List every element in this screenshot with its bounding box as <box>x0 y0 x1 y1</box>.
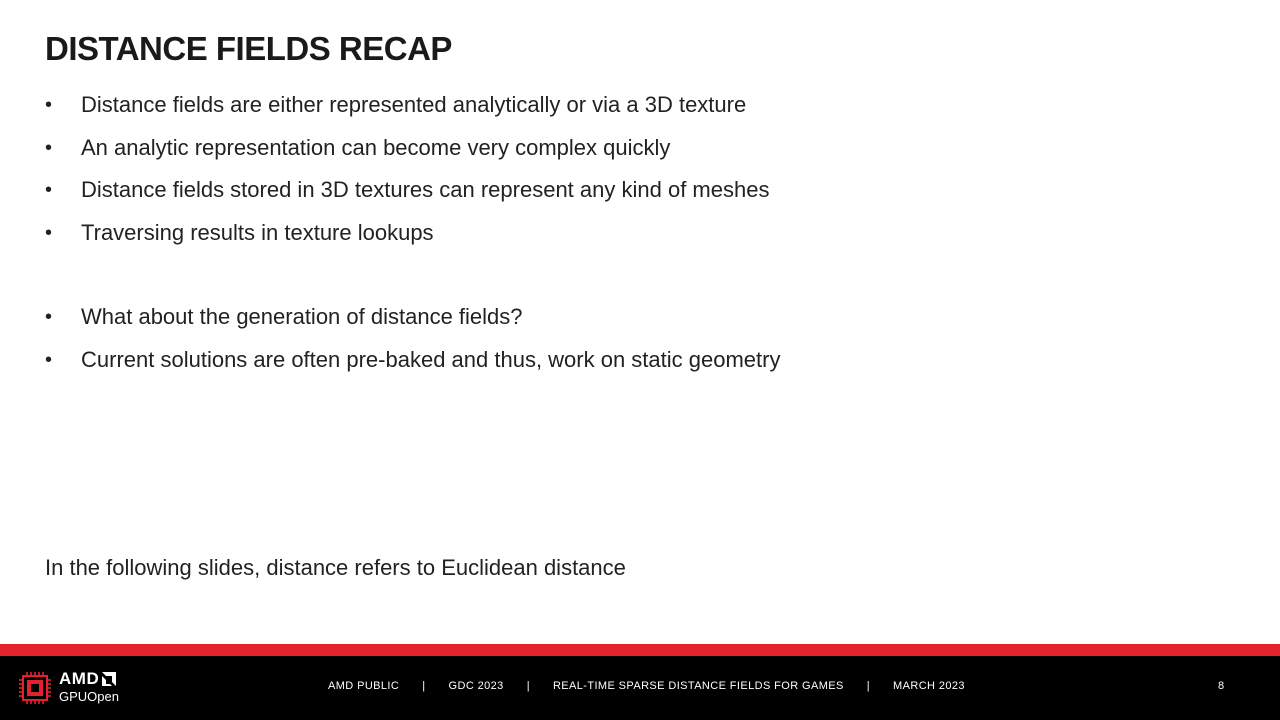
bullet-item <box>45 212 780 255</box>
bullet-text: Traversing results in texture lookups <box>81 219 434 245</box>
bullet-item <box>45 339 780 382</box>
bullet-dot: • <box>45 136 53 159</box>
footer-date: MARCH 2023 <box>893 680 965 692</box>
footer-separator: | <box>422 680 426 692</box>
bullet-item <box>45 169 780 212</box>
bullet-text: Current solutions are often pre-baked and thus, work on static geometry <box>81 346 781 372</box>
bullet-dot: • <box>45 221 53 244</box>
footer-event: GDC 2023 <box>448 680 504 692</box>
bullet-item <box>45 296 780 339</box>
slide-title: DISTANCE FIELDS RECAP <box>45 30 452 67</box>
footnote: In the following slides, distance refers to Euclidean distance <box>45 555 626 580</box>
bullet-item <box>45 127 780 170</box>
page-number: 8 <box>1218 680 1225 692</box>
amd-chip-icon <box>18 671 52 705</box>
bullet-dot: • <box>45 179 53 202</box>
bullet-item <box>45 84 780 127</box>
footer-bar <box>0 656 1280 720</box>
footer-talk-title: REAL-TIME SPARSE DISTANCE FIELDS FOR GAMES <box>552 680 844 692</box>
footer-separator: | <box>866 680 871 692</box>
footer-meta <box>328 680 965 692</box>
footer-classification: AMD PUBLIC <box>328 680 400 692</box>
gpuopen-logo-text: GPUOpen <box>59 689 119 704</box>
amd-logo <box>59 670 116 688</box>
bullet-text: Distance fields stored in 3D textures can represent any kind of meshes <box>81 177 770 203</box>
bullet-dot: • <box>45 306 53 329</box>
bullet-dot: • <box>45 348 53 371</box>
footer-separator: | <box>526 680 530 692</box>
bullet-text: An analytic representation can become very complex quickly <box>81 134 671 160</box>
amd-arrow-icon <box>102 672 116 686</box>
bullet-dot: • <box>45 94 53 117</box>
bullet-list <box>45 84 780 381</box>
bullet-text: Distance fields are either represented analytically or via a 3D texture <box>81 92 747 118</box>
bullet-text: What about the generation of distance fields? <box>81 304 523 330</box>
footer-accent-band <box>0 644 1280 656</box>
amd-logo-text: AMD <box>59 669 100 688</box>
